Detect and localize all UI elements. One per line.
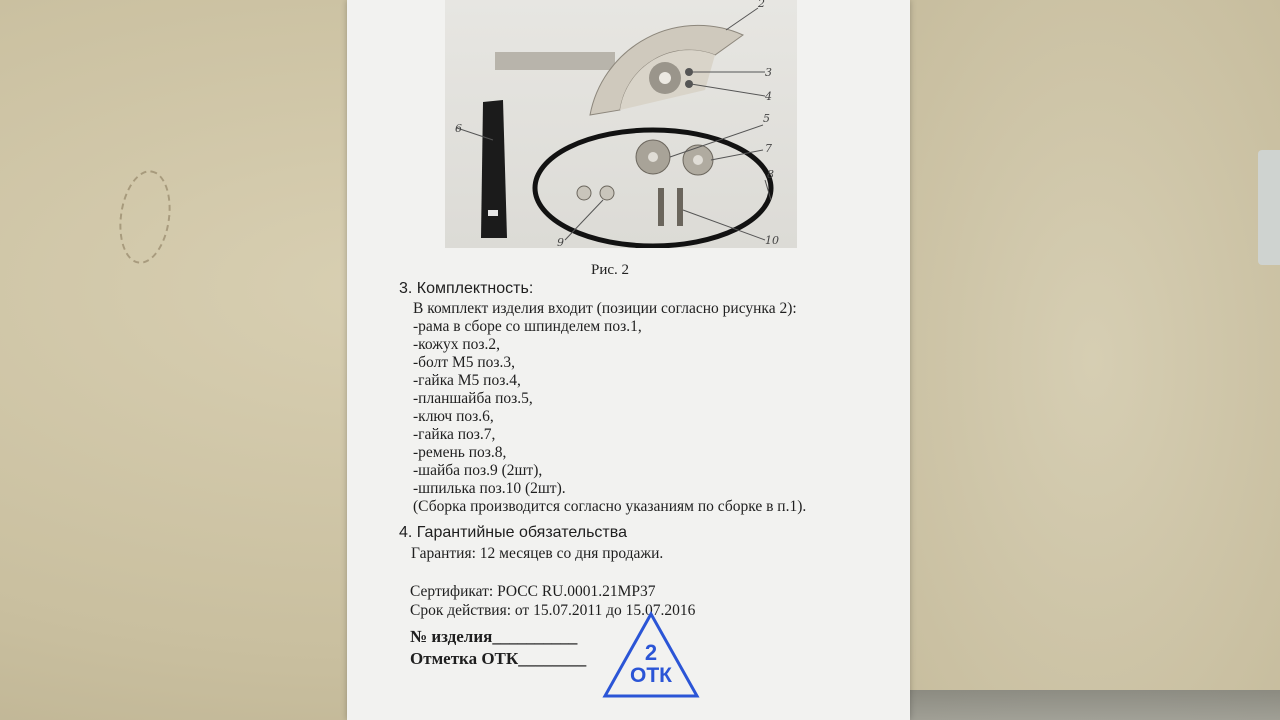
callout-10: 10 (765, 234, 779, 247)
callout-7: 7 (765, 142, 772, 155)
faceplate-hole (648, 152, 658, 162)
callout-8: 8 (767, 168, 774, 181)
parts-photo (445, 0, 797, 248)
list-item: -ремень поз.8, (413, 444, 507, 461)
section3-intro: В комплект изделия входит (позиции согласно рисунка 2): (413, 300, 797, 317)
stamp-number: 2 (644, 640, 658, 665)
certificate-number: Сертификат: РОСС RU.0001.21МР37 (410, 583, 656, 600)
callout-5: 5 (763, 112, 770, 125)
list-item: -планшайба поз.5, (413, 390, 533, 407)
key (481, 100, 507, 238)
stud-left (658, 188, 664, 226)
list-item: -ключ поз.6, (413, 408, 494, 425)
section4-title: 4. Гарантийные обязательства (399, 524, 627, 541)
table-stain (114, 167, 177, 267)
section3-title: 3. Комплектность: (399, 280, 534, 297)
callout-6: 6 (455, 122, 462, 135)
parts-illustration (445, 0, 797, 248)
certificate-validity: Срок действия: от 15.07.2011 до 15.07.2016 (410, 602, 696, 619)
list-item: -кожух поз.2, (413, 336, 501, 353)
stamp-label: ОТК (630, 664, 672, 687)
bottom-edge (905, 690, 1280, 720)
list-item: -рама в сборе со шпинделем поз.1, (413, 318, 642, 335)
callout-3: 3 (765, 66, 772, 79)
otk-mark-field: Отметка ОТК________ (410, 649, 587, 668)
key-slot (488, 210, 498, 216)
list-item: -гайка поз.7, (413, 426, 496, 443)
callout-9: 9 (557, 236, 564, 248)
spindle-center (659, 72, 671, 84)
figure-caption: Рис. 2 (591, 262, 630, 278)
list-item: -шайба поз.9 (2шт), (413, 462, 543, 479)
warranty-text: Гарантия: 12 месяцев со дня продажи. (411, 545, 664, 562)
callout-4: 4 (765, 90, 772, 103)
otk-stamp (601, 610, 701, 702)
instruction-sheet (347, 0, 910, 720)
washer-right (600, 186, 614, 200)
callout-2: 2 (758, 0, 765, 10)
list-item: -гайка М5 поз.4, (413, 372, 521, 389)
item-number-field: № изделия__________ (410, 627, 578, 646)
list-item: -болт М5 поз.3, (413, 354, 516, 371)
table-surface (905, 0, 1280, 720)
corner-object (1258, 150, 1280, 265)
nut-7-hole (693, 155, 703, 165)
stud-right (677, 188, 683, 226)
assembly-note: (Сборка производится согласно указаниям по сборке в п.1). (413, 498, 807, 515)
frame-arm (495, 52, 615, 70)
washer-left (577, 186, 591, 200)
list-item: -шпилька поз.10 (2шт). (413, 480, 566, 497)
